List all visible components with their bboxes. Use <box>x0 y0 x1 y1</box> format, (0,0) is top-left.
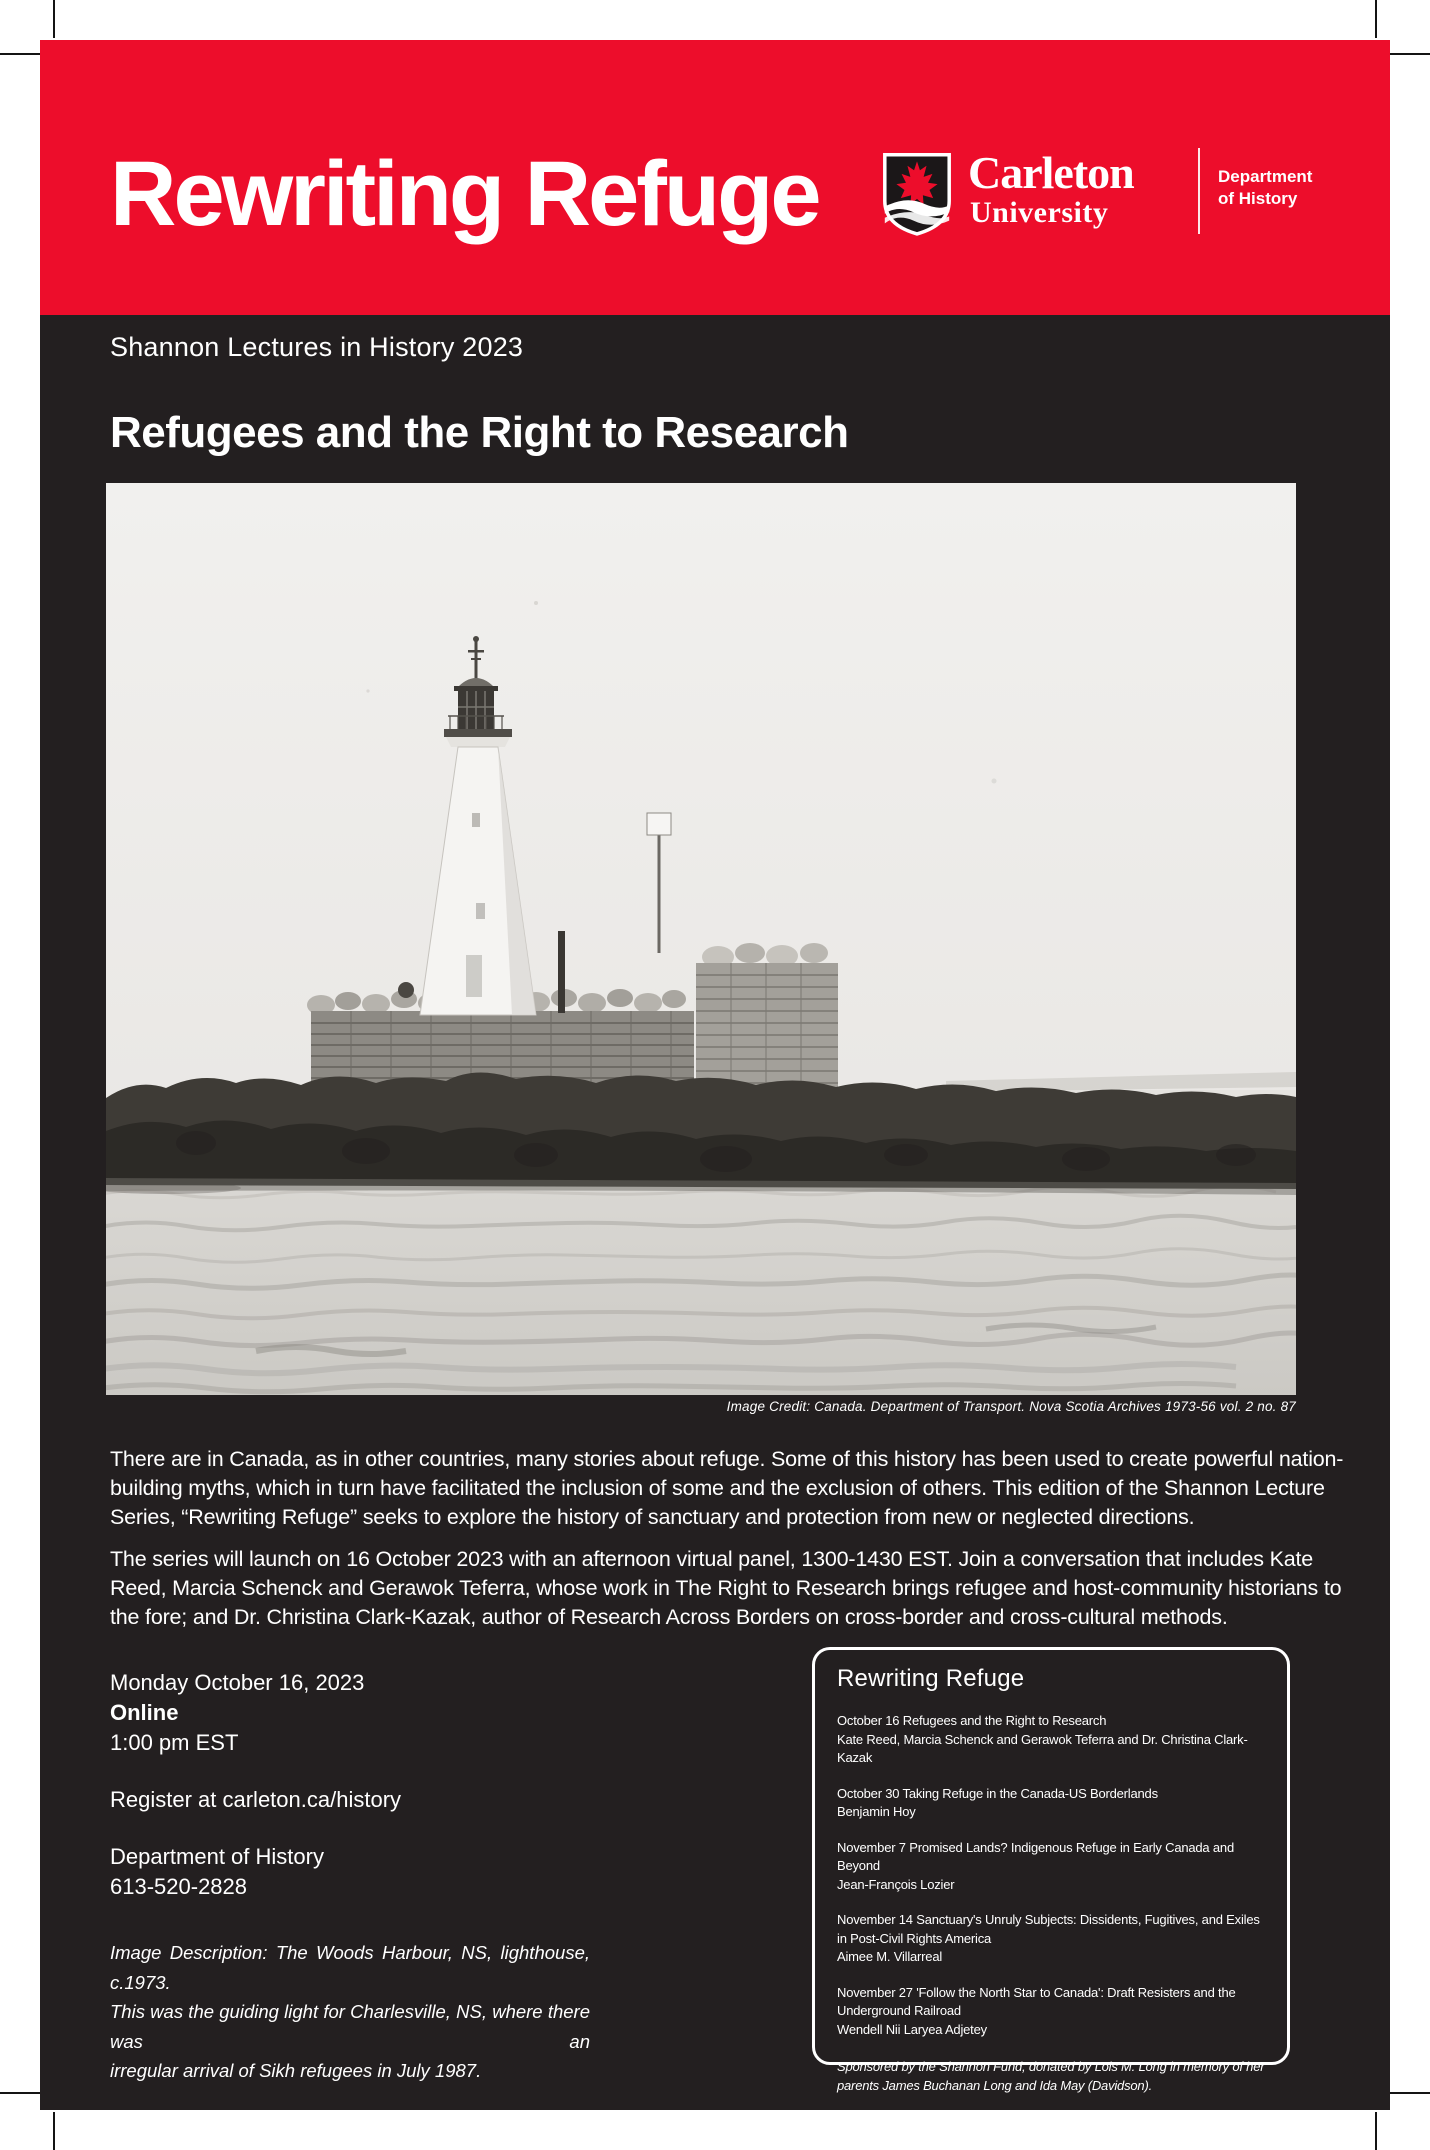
series-paragraph: The series will launch on 16 October 2023 with an afternoon virtual panel, 1300-1430 EST. Join a conversation that includes Kate Reed, Marcia Schenck and Gerawok Teferra, whose work in The Right to Research brings refugee and host-community historians to the fore; and Dr. Christina Clark-Kazak, author of Research Across Borders on cross-border and cross-cultural methods. <box>110 1547 1342 1629</box>
schedule-entry <box>837 1712 1265 1768</box>
event-phone: 613-520-2828 <box>110 1874 248 1899</box>
crop-mark-top-left-v <box>53 0 55 38</box>
entry-date: October 16 <box>837 1713 900 1728</box>
entry-title: Promised Lands? Indigenous Refuge in Early Canada and Beyond <box>837 1839 1234 1873</box>
photo-rocks <box>106 1072 1296 1195</box>
event-date: Monday October 16, 2023 <box>110 1670 365 1695</box>
entry-speakers: Wendell Nii Laryea Adjetey <box>837 2021 987 2037</box>
poster <box>40 40 1390 2110</box>
event-department: Department of History <box>110 1844 324 1869</box>
image-description: Image Description: The Woods Harbour, NS, lighthouse, c.1973. This was the guiding light for Charlesville, NS, where there was an irregular arrival of Sikh refugees in July 1987. <box>110 1942 590 2081</box>
entry-title: 'Follow the North Star to Canada': Draft Resisters and the Underground Railroad <box>837 1984 1236 2018</box>
entry-title: Refugees and the Right to Research <box>902 1713 1107 1728</box>
event-mode: Online <box>110 1700 179 1725</box>
logo-divider <box>1198 148 1200 234</box>
entry-date: November 14 <box>837 1912 913 1927</box>
carleton-logo <box>868 140 1368 250</box>
crop-mark-top-right-v <box>1375 0 1377 38</box>
entry-speakers: Benjamin Hoy <box>837 1804 916 1819</box>
entry-speakers: Jean-François Lozier <box>837 1876 955 1892</box>
crop-mark-top-right-h <box>1387 53 1430 55</box>
entry-date: November 7 <box>837 1839 906 1855</box>
lighthouse-photo <box>106 483 1296 1395</box>
schedule-box <box>812 1647 1290 2093</box>
schedule-entry <box>837 1839 1265 1895</box>
schedule-entry <box>837 1785 1265 1822</box>
logo-wordmark-university: University <box>970 196 1109 229</box>
event-register: Register at carleton.ca/history <box>110 1787 402 1812</box>
event-time: 1:00 pm EST <box>110 1730 239 1755</box>
crop-mark-bottom-left-v <box>53 2112 55 2150</box>
carleton-shield-icon <box>882 152 952 236</box>
crop-mark-top-left-h <box>0 53 43 55</box>
intro-paragraph: There are in Canada, as in other countries, many stories about refuge. Some of this history has been used to create powerful nation-building myths, which in turn have facilitated the inclusion of some and the exclusion of others. This edition of the Shannon Lecture Series, “Rewriting Refuge” seeks to explore the history of sanctuary and protection from new or neglected directions. <box>110 1447 1344 1529</box>
entry-speakers: Aimee M. Villarreal <box>837 1949 943 1964</box>
schedule-entry <box>837 1984 1265 2040</box>
schedule-entry <box>837 1911 1265 1967</box>
logo-wordmark: Carleton <box>968 147 1134 198</box>
schedule-title: Rewriting Refuge <box>837 1665 1025 1692</box>
poster-title: Rewriting Refuge <box>110 143 819 245</box>
entry-speakers: Kate Reed, Marcia Schenck and Gerawok Teferra and Dr. Christina Clark-Kazak <box>837 1731 1248 1765</box>
logo-department: Department of History <box>1218 167 1313 208</box>
entry-date: November 27 <box>837 1984 913 2000</box>
event-details <box>110 1668 401 1902</box>
entry-title: Taking Refuge in the Canada-US Borderlands <box>902 1785 1158 1801</box>
crop-mark-bottom-right-h <box>1387 2092 1430 2094</box>
sponsor-note: Sponsored by the Shannon Fund, donated by Lois M. Long in memory of her parents James Buchanan Long and Ida May (Davidson). <box>837 2059 1265 2093</box>
header-band <box>40 40 1390 315</box>
series-label: Shannon Lectures in History 2023 <box>110 332 524 362</box>
crop-mark-bottom-right-v <box>1375 2112 1377 2150</box>
entry-date: October 30 <box>837 1785 900 1801</box>
crop-mark-bottom-left-h <box>0 2092 43 2094</box>
page-title: Refugees and the Right to Research <box>110 408 849 457</box>
photo-credit: Image Credit: Canada. Department of Transport. Nova Scotia Archives 1973-56 vol. 2 no. 87 <box>726 1399 1296 1414</box>
entry-title: Sanctuary's Unruly Subjects: Dissidents, Fugitives, and Exiles in Post-Civil Rights America <box>837 1912 1260 1946</box>
